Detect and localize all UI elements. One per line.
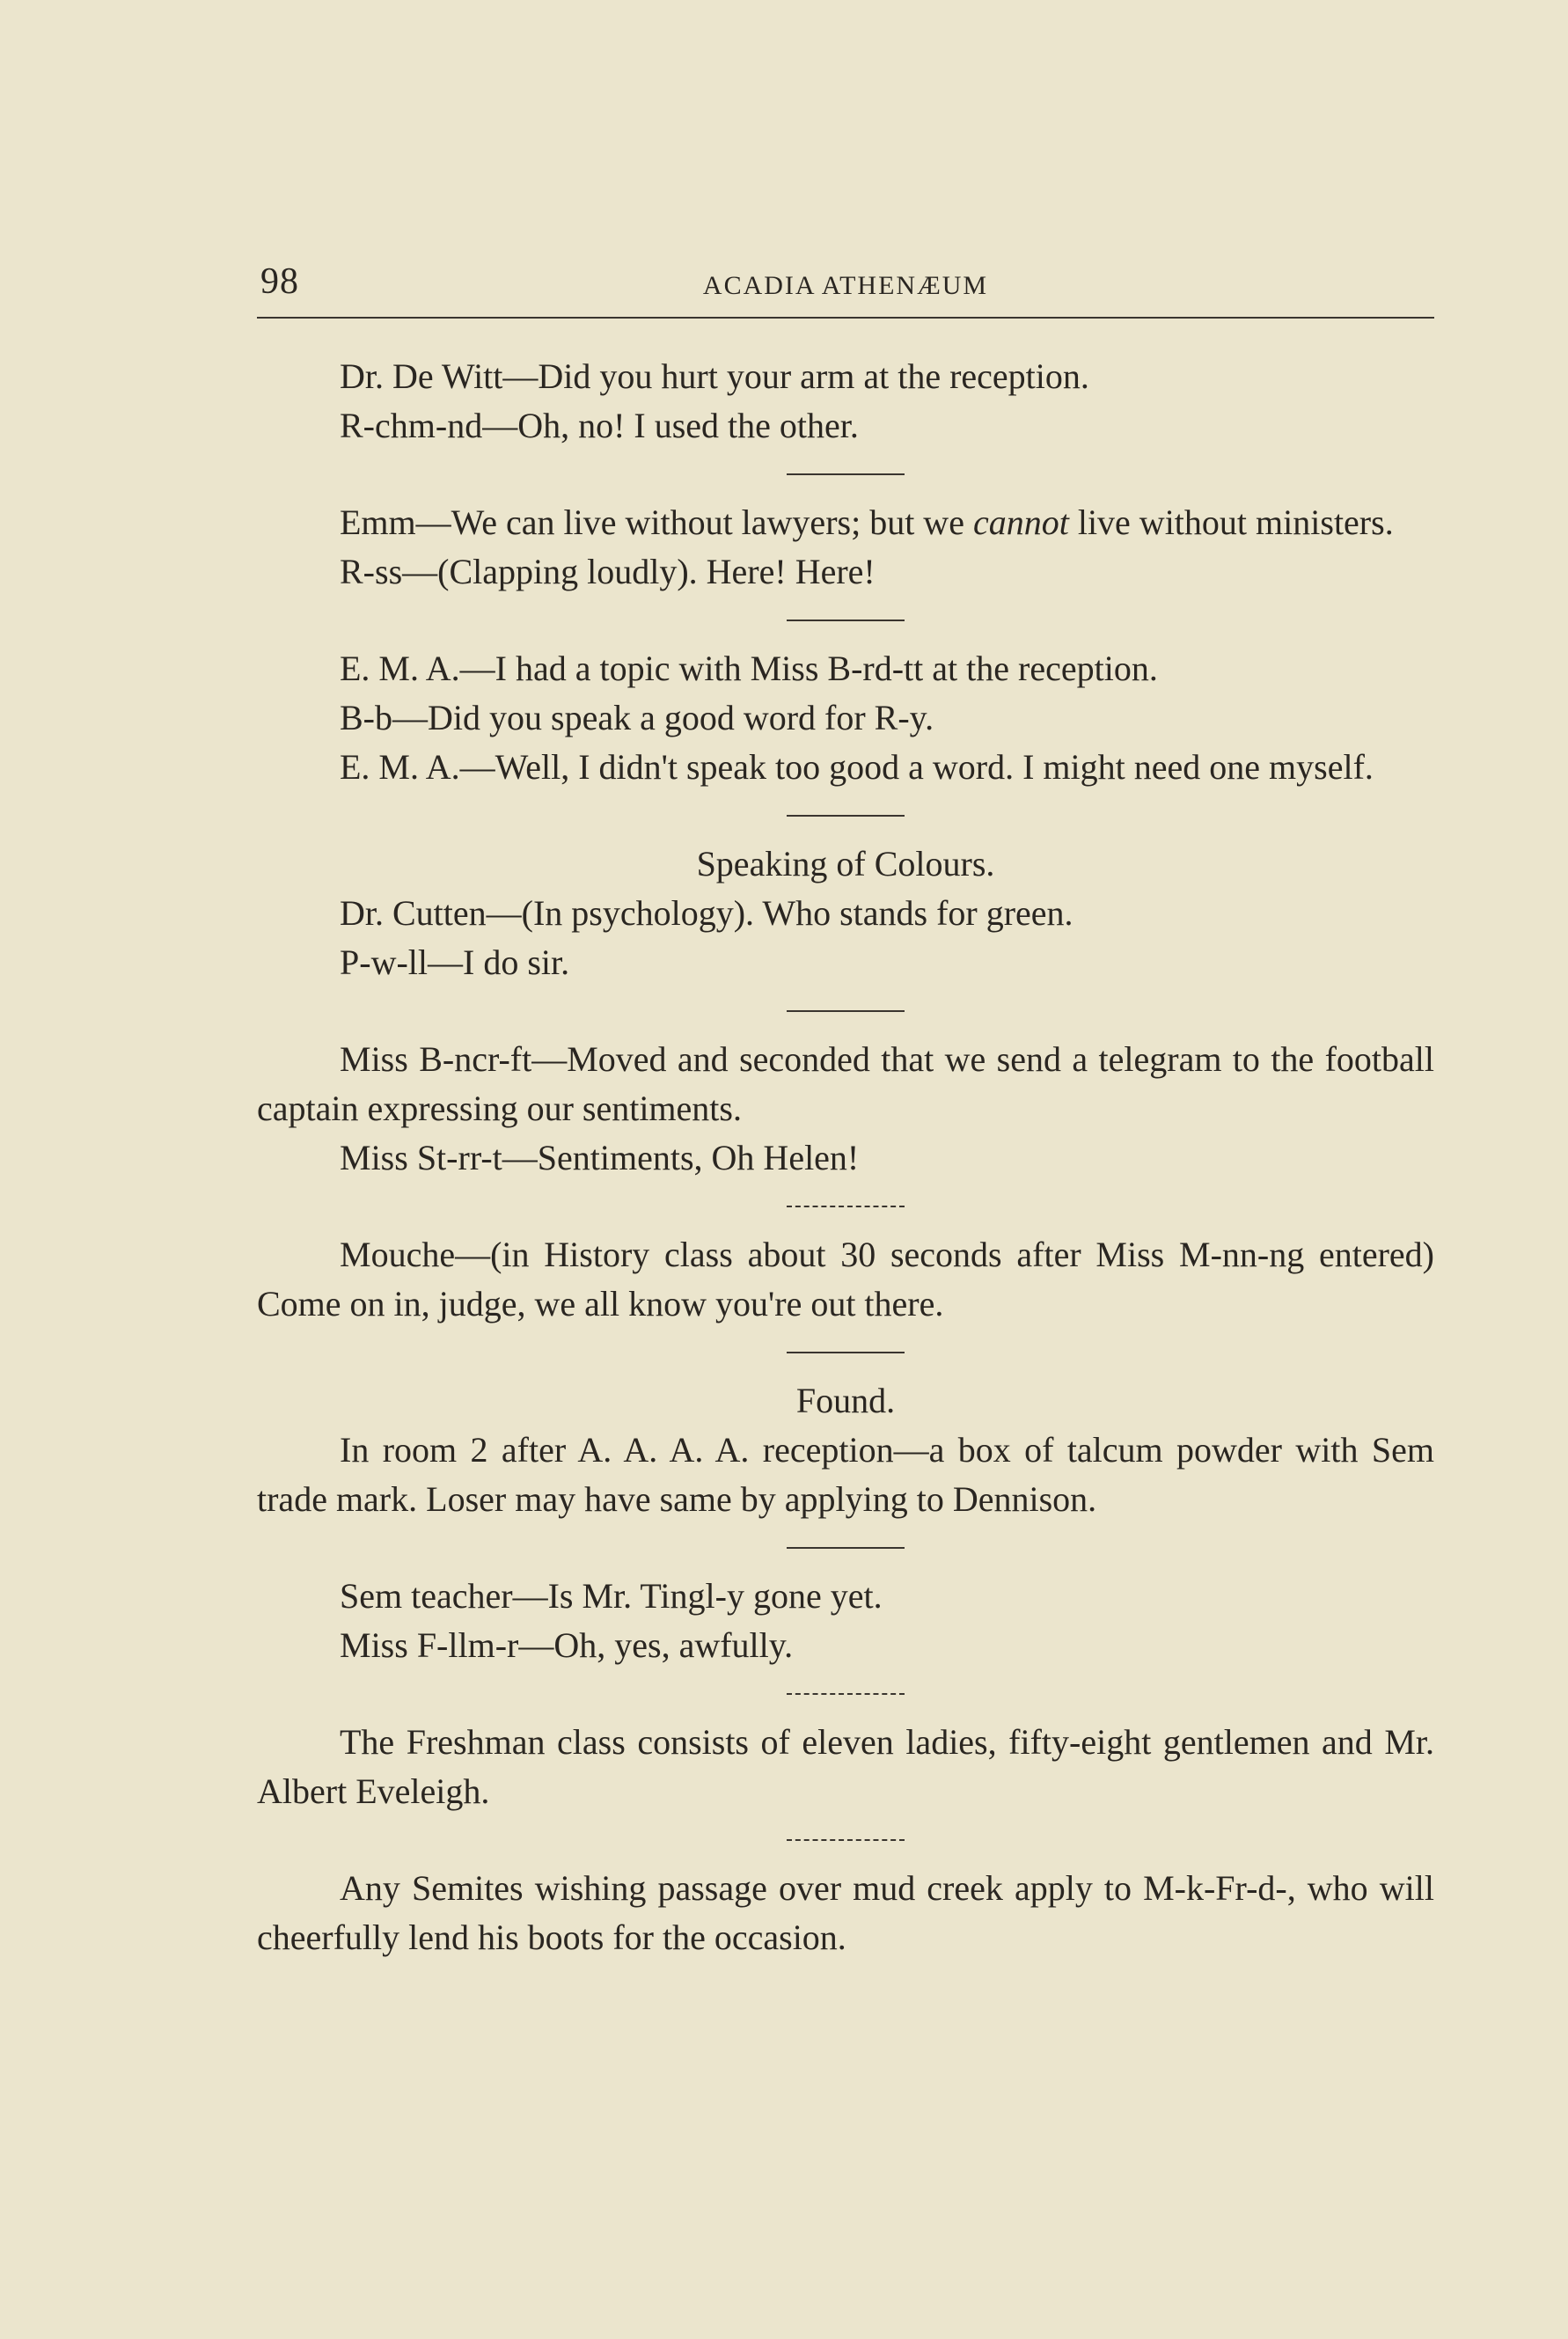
- dialogue-line: Dr. De Witt—Did you hurt your arm at the reception.: [340, 356, 1089, 396]
- separator-rule: [787, 1839, 905, 1841]
- separator-rule: [787, 815, 905, 817]
- section-heading: Speaking of Colours.: [696, 844, 995, 884]
- separator-rule: [787, 1693, 905, 1695]
- text-run: Emm—We can live without lawyers; but we: [340, 502, 973, 542]
- text-run: live without ministers.: [1068, 502, 1394, 542]
- header-rule: [257, 317, 1434, 319]
- separator-rule: [787, 473, 905, 475]
- dialogue-line: [257, 498, 1434, 547]
- page-number: 98: [260, 261, 299, 302]
- dialogue-line: Miss F-llm-r—Oh, yes, awfully.: [340, 1625, 794, 1665]
- dialogue-line: B-b—Did you speak a good word for R-y.: [340, 698, 934, 737]
- dialogue-line: E. M. A.—Well, I didn't speak too good a word. I might need one myself.: [340, 747, 1374, 787]
- dialogue-line: R-chm-nd—Oh, no! I used the other.: [340, 406, 859, 445]
- dialogue-line: Mouche—(in History class about 30 seconds after Miss M-nn-ng entered) Come on in, judge, we all know you're out there.: [257, 1235, 1434, 1323]
- page-header: [257, 260, 1434, 315]
- dialogue-line: Miss St-rr-t—Sentiments, Oh Helen!: [340, 1138, 860, 1177]
- dialogue-line: P-w-ll—I do sir.: [340, 942, 570, 982]
- separator-rule: [787, 1206, 905, 1207]
- dialogue-line: Miss B-ncr-ft—Moved and seconded that we send a telegram to the football captain expressing our sentiments.: [257, 1039, 1434, 1128]
- separator-rule: [787, 1010, 905, 1012]
- separator-rule: [787, 620, 905, 621]
- separator-rule: [787, 1352, 905, 1353]
- page-content: [257, 352, 1434, 1962]
- book-page: [257, 260, 1434, 1962]
- paragraph: In room 2 after A. A. A. A. reception—a box of talcum powder with Sem trade mark. Loser may have same by applying to Dennison.: [257, 1430, 1434, 1519]
- dialogue-line: E. M. A.—I had a topic with Miss B-rd-tt at the reception.: [340, 649, 1158, 688]
- running-head: ACADIA ATHENÆUM: [702, 271, 989, 300]
- paragraph: The Freshman class consists of eleven ladies, fifty-eight gentlemen and Mr. Albert Eveleigh.: [257, 1722, 1434, 1811]
- italic-text: cannot: [972, 502, 1069, 542]
- dialogue-line: Dr. Cutten—(In psychology). Who stands for green.: [340, 893, 1073, 933]
- dialogue-line: Sem teacher—Is Mr. Tingl-y gone yet.: [340, 1576, 883, 1616]
- paragraph: Any Semites wishing passage over mud creek apply to M-k-Fr-d-, who will cheerfully lend his boots for the occasion.: [257, 1868, 1434, 1957]
- dialogue-line: R-ss—(Clapping loudly). Here! Here!: [340, 552, 876, 591]
- separator-rule: [787, 1547, 905, 1549]
- section-heading: Found.: [795, 1381, 896, 1420]
